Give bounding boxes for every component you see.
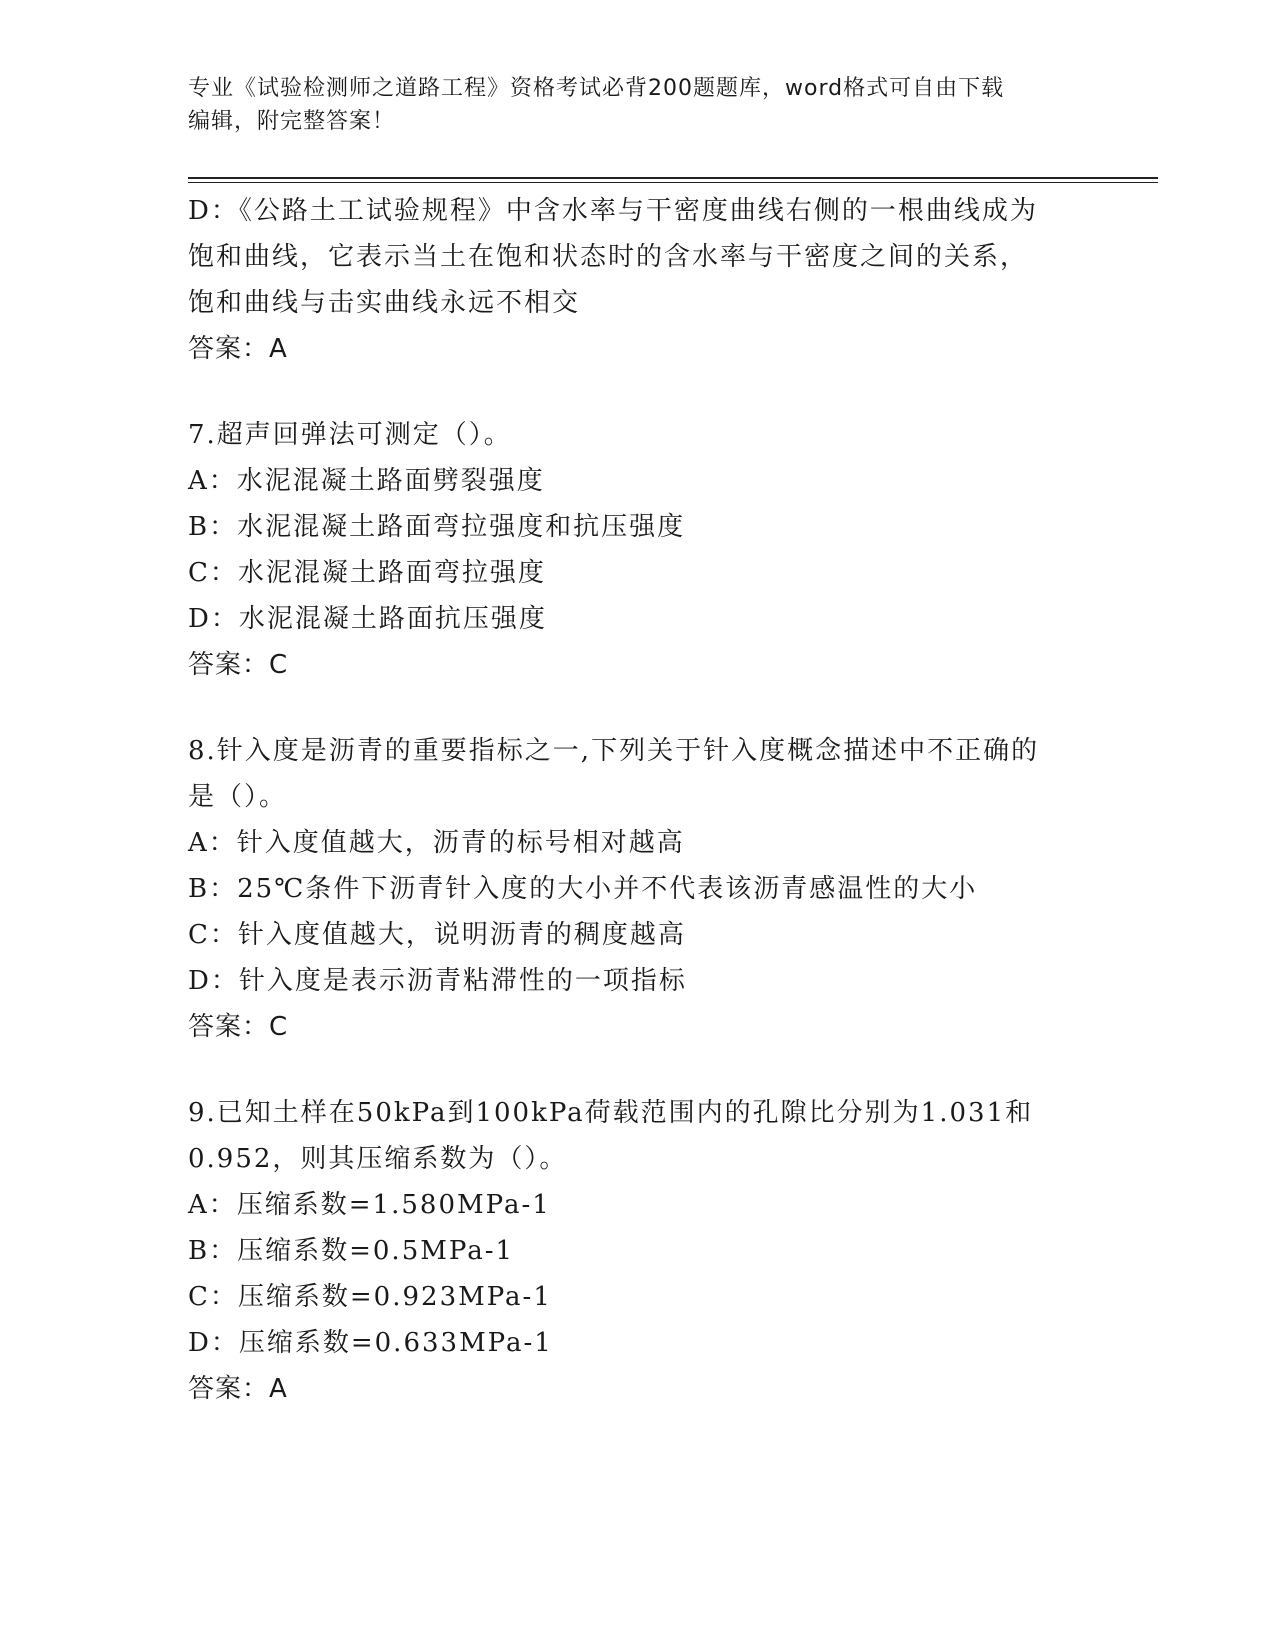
option-d: D：水泥混凝土路面抗压强度 — [188, 604, 547, 634]
question-content — [188, 188, 1088, 1412]
question-stem-line-2: 0.952，则其压缩系数为（）。 — [188, 1144, 568, 1174]
spacer — [188, 688, 1088, 728]
document-header — [188, 72, 1088, 138]
spacer — [188, 1050, 1088, 1090]
option-c: C：针入度值越大，说明沥青的稠度越高 — [188, 920, 686, 950]
question-7 — [188, 412, 1088, 688]
header-line-1: 专业《试验检测师之道路工程》资格考试必背200题题库，word格式可自由下载 — [188, 76, 1005, 101]
option-a: A：针入度值越大，沥青的标号相对越高 — [188, 828, 685, 858]
answer-line: 答案：C — [188, 650, 289, 680]
question-8 — [188, 728, 1088, 1050]
option-d-line-2: 饱和曲线，它表示当土在饱和状态时的含水率与干密度之间的关系， — [188, 242, 1029, 272]
option-a: A：压缩系数=1.580MPa-1 — [188, 1190, 551, 1220]
question-stem-line-1: 9.已知土样在50kPa到100kPa荷载范围内的孔隙比分别为1.031和 — [188, 1098, 1034, 1128]
answer-line: 答案：A — [188, 334, 288, 364]
option-d-line-3: 饱和曲线与击实曲线永远不相交 — [188, 288, 581, 318]
question-stem: 7.超声回弹法可测定（）。 — [188, 420, 512, 450]
spacer — [188, 372, 1088, 412]
answer-line: 答案：C — [188, 1012, 289, 1042]
question-9 — [188, 1090, 1088, 1412]
option-d-line-1: D：《公路土工试验规程》中含水率与干密度曲线右侧的一根曲线成为 — [188, 196, 1038, 226]
header-rule-thick — [188, 177, 1158, 179]
option-c: C：压缩系数=0.923MPa-1 — [188, 1282, 552, 1312]
question-stem-line-2: 是（）。 — [188, 782, 288, 812]
option-b: B：25℃条件下沥青针入度的大小并不代表该沥青感温性的大小 — [188, 874, 978, 904]
header-line-2: 编辑，附完整答案！ — [188, 109, 396, 134]
option-c: C：水泥混凝土路面弯拉强度 — [188, 558, 546, 588]
option-d: D：针入度是表示沥青粘滞性的一项指标 — [188, 966, 687, 996]
option-b: B：压缩系数=0.5MPa-1 — [188, 1236, 515, 1266]
prev-question — [188, 188, 1088, 372]
option-b: B：水泥混凝土路面弯拉强度和抗压强度 — [188, 512, 686, 542]
option-a: A：水泥混凝土路面劈裂强度 — [188, 466, 545, 496]
answer-line: 答案：A — [188, 1374, 288, 1404]
option-d: D：压缩系数=0.633MPa-1 — [188, 1328, 553, 1358]
header-rule-thin — [188, 182, 1158, 183]
question-stem-line-1: 8.针入度是沥青的重要指标之一,下列关于针入度概念描述中不正确的 — [188, 736, 1040, 766]
